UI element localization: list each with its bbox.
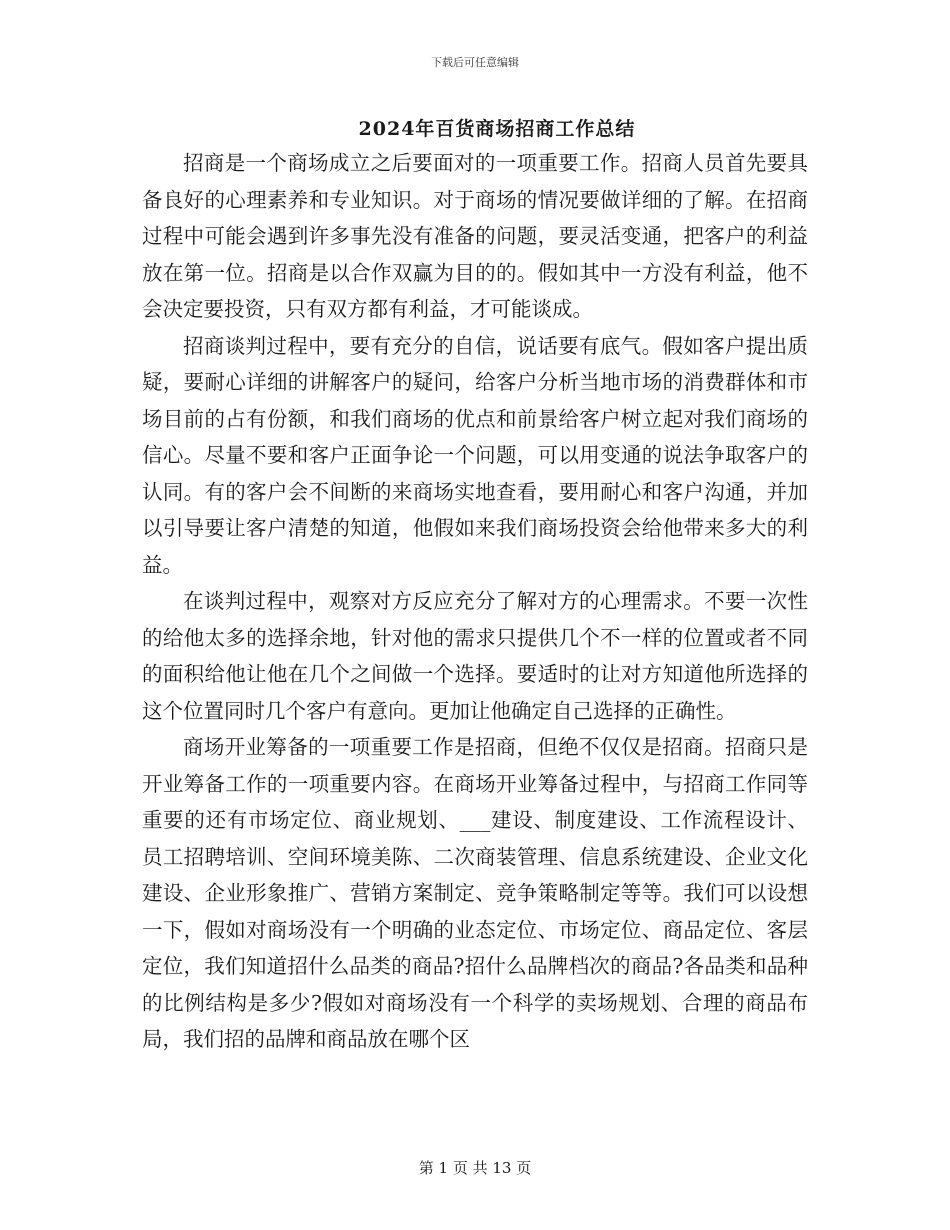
header-note: 下载后可任意编辑	[431, 56, 519, 69]
paragraph-4: 商场开业筹备的一项重要工作是招商，但绝不仅仅是招商。招商只是开业筹备工作的一项重要内容。在商场开业筹备过程中，与招商工作同等重要的还有市场定位、商业规划、___建设、制度建设、工作流程设计、员工招聘培训、空间环境美陈、二次商装管理、信息系统建设、企业文化建设、企业形象推广、营销方案制定、竞争策略制定等等。我们可以设想一下，假如对商场没有一个明确的业态定位、市场定位、商品定位、客层定位，我们知道招什么品类的商品?招什么品牌档次的商品?各品类和品种的比例结构是多少?假如对商场没有一个科学的卖场规划、合理的商品布局，我们招的品牌和商品放在哪个区	[142, 735, 808, 1051]
paragraph-2: 招商谈判过程中，要有充分的自信，说话要有底气。假如客户提出质疑，要耐心详细的讲解客户的疑问，给客户分析当地市场的消费群体和市场目前的占有份额，和我们商场的优点和前景给客户树立起对我们商场的信心。尽量不要和客户正面争论一个问题，可以用变通的说法争取客户的认同。有的客户会不间断的来商场实地查看，要用耐心和客户沟通，并加以引导要让客户清楚的知道，他假如来我们商场投资会给他带来多大的利益。	[142, 333, 808, 577]
paragraph-1: 招商是一个商场成立之后要面对的一项重要工作。招商人员首先要具备良好的心理素养和专业知识。对于商场的情况要做详细的了解。在招商过程中可能会遇到许多事先没有准备的问题，要灵活变通，把客户的利益放在第一位。招商是以合作双赢为目的的。假如其中一方没有利益，他不会决定要投资，只有双方都有利益，才可能谈成。	[142, 151, 808, 321]
paragraph-3: 在谈判过程中，观察对方反应充分了解对方的心理需求。不要一次性的给他太多的选择余地，针对他的需求只提供几个不一样的位置或者不同的面积给他让他在几个之间做一个选择。要适时的让对方知道他所选择的这个位置同时几个客户有意向。更加让他确定自己选择的正确性。	[142, 589, 808, 723]
document-body	[142, 145, 808, 1058]
page-number: 第 1 页 共 13 页	[418, 1159, 532, 1177]
document-title: 2024年百货商场招商工作总结	[358, 118, 636, 140]
